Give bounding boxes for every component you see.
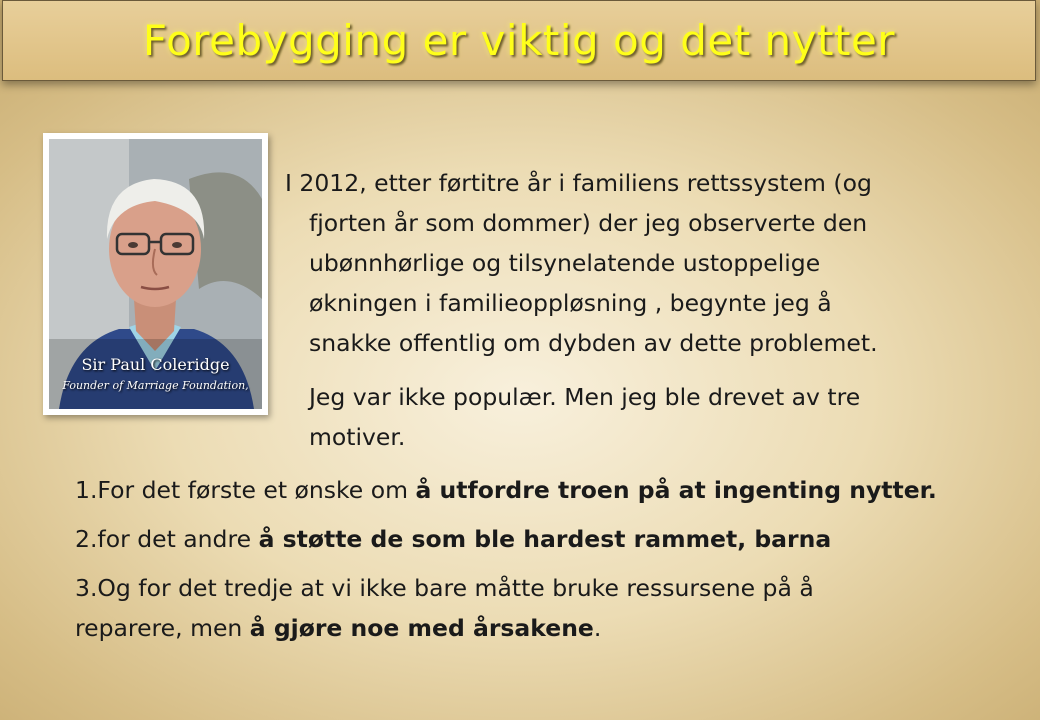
intro-line-2: fjorten år som dommer) der jeg observerte den — [309, 209, 868, 237]
list-item-3-end: . — [593, 614, 602, 642]
portrait-frame — [43, 133, 268, 415]
list-item — [75, 568, 1025, 648]
intro-paragraph — [285, 163, 1025, 363]
list-item-2-text: 2.for det andre — [75, 525, 259, 553]
intro-line-3: ubønnhørlige og tilsynelatende ustoppelige — [309, 249, 821, 277]
portrait-subtitle: Founder of Marriage Foundation, — [62, 379, 249, 392]
list-item-3-line-1: 3.Og for det tredje at vi ikke bare måtte bruke ressursene på å — [75, 574, 814, 602]
list-item — [75, 470, 1025, 510]
list-item-1-text: 1.For det første et ønske om — [75, 476, 416, 504]
list-item-1-emphasis: å utfordre troen på at ingenting nytter. — [415, 476, 937, 504]
title-bar — [2, 0, 1036, 81]
list-item — [75, 519, 1025, 559]
motives-list — [75, 470, 1025, 657]
motives-line-2: motiver. — [309, 423, 406, 451]
intro-line-5: snakke offentlig om dybden av dette problemet. — [309, 329, 878, 357]
list-item-3-emphasis: å gjøre noe med årsakene — [249, 614, 594, 642]
intro-line-1: I 2012, etter førtitre år i familiens rettssystem (og — [285, 169, 872, 197]
list-item-2-emphasis: å støtte de som ble hardest rammet, barna — [258, 525, 832, 553]
motives-line-1: Jeg var ikke populær. Men jeg ble drevet av tre — [309, 383, 861, 411]
slide-title: Forebygging er viktig og det nytter — [142, 16, 896, 65]
intro-line-4: økningen i familieoppløsning , begynte jeg å — [309, 289, 832, 317]
motives-paragraph — [309, 377, 1009, 457]
portrait-name: Sir Paul Coleridge — [81, 355, 230, 374]
list-item-3-text: reparere, men — [75, 614, 250, 642]
portrait-photo — [49, 139, 262, 409]
